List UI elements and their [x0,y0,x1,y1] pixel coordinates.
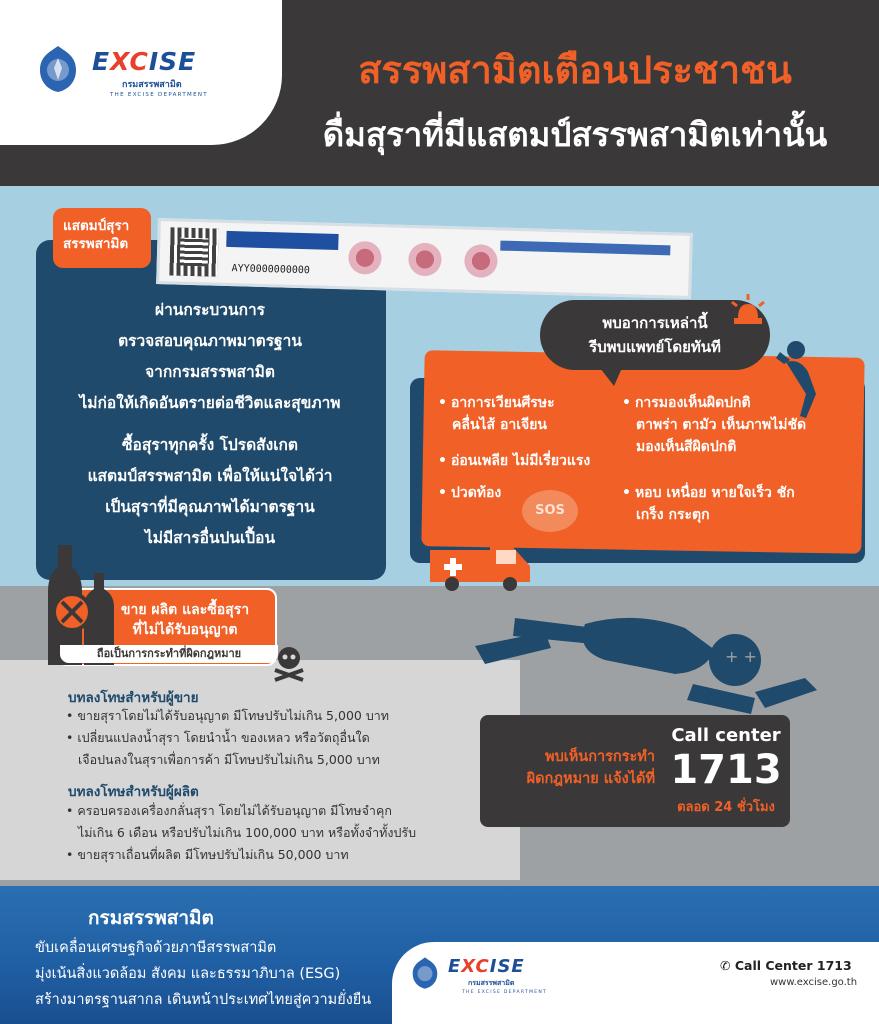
qr-code-icon [169,227,218,276]
stamp-advice: ซื้อสุราทุกครั้ง โปรดสังเกต แสตมป์สรรพสามิต เพื่อให้แน่ใจได้ว่า เป็นสุราที่มีคุณภาพได้มาตรฐาน ไม่มีสารอื่นปนเปื้อน [87,436,333,547]
stamp-description: ผ่านกระบวนการ ตรวจสอบคุณภาพมาตรฐาน จากกรมสรรพสามิต ไม่ก่อให้เกิดอันตรายต่อชีวิตและสุขภาพ [79,301,341,412]
excise-logo: EXCISE กรมสรรพสามิต THE EXCISE DEPARTMENT [448,956,548,995]
header-banner [0,0,879,186]
collapsed-person-icon [455,588,835,718]
stamp-code: AYY0000000000 [231,263,311,277]
sick-person-icon [772,338,832,422]
symptom-item: • ปวดท้อง [438,485,502,501]
call-center-number[interactable]: 1713 [670,747,782,793]
footer-call-center[interactable]: ✆ Call Center 1713 [720,958,852,973]
producer-penalty-list: • ครอบครองเครื่องกลั่นสุรา โดยไม่ได้รับอนุญาต มีโทษจำคุก ไม่เกิน 6 เดือน หรือปรับไม่เกิน 100,000 บาท หรือทั้งจำทั้งปรับ • ขายสุราเถื่อนที่ผลิต มีโทษปรับไม่เกิน 50,000 บาท [66,803,417,862]
phone-icon: ✆ [720,958,731,973]
producer-penalty-heading: บทลงโทษสำหรับผู้ผลิต [68,784,199,800]
stamp-flower-icon [343,236,386,279]
illegal-warning-note: ถือเป็นการกระทำที่ผิดกฎหมาย [60,645,278,663]
svg-text:+ +: + + [725,647,757,666]
report-text: พบเห็นการกระทำ ผิดกฎหมาย แจ้งได้ที่ [526,749,655,787]
siren-icon [728,292,768,326]
symptom-item: • หอบ เหนื่อย หายใจเร็ว ชัก เกร็ง กระตุก [622,485,795,523]
logo-card [0,0,282,145]
footer-website-link[interactable]: www.excise.go.th [770,977,858,988]
call-center-title: Call center [671,725,781,746]
seller-penalty-heading: บทลงโทษสำหรับผู้ขาย [68,690,199,706]
prohibited-icon [50,590,94,634]
ambulance-icon [426,540,536,592]
illegal-warning-text: ขาย ผลิต และซื้อสุรา ที่ไม่ได้รับอนุญาต [120,602,250,638]
symptom-item: • อ่อนเพลีย ไม่มีเรี่ยวแรง [438,453,591,469]
main-subtitle: ดื่มสุราที่มีแสตมป์สรรพสามิตเท่านั้น [322,115,828,154]
stamp-tag: แสตมป์สุรา สรรพสามิต [53,208,151,268]
brand-english: THE EXCISE DEPARTMENT [110,92,208,98]
footer-slogan-1: ขับเคลื่อนเศรษฐกิจด้วยภาษีสรรพสามิต [35,940,277,956]
excise-seal-icon [410,955,440,991]
stamp-flower-icon [403,238,446,281]
main-title: สรรพสามิตเตือนประชาชน [358,48,792,92]
stamp-flower-icon [459,239,502,282]
footer-slogan-2: มุ่งเน้นสิ่งแวดล้อม สังคม และธรรมาภิบาล (ESG) [35,966,341,982]
sos-badge: SOS [522,490,578,532]
symptom-item: • การมองเห็นผิดปกติ ตาพร่า ตามัว เห็นภาพไม่ชัด มองเห็นสีผิดปกติ [622,395,807,455]
seller-penalty-list: • ขายสุราโดยไม่ได้รับอนุญาต มีโทษปรับไม่เกิน 5,000 บาท • เปลี่ยนแปลงน้ำสุรา โดยนำน้ำ ของเหลว หรือวัตถุอื่นใด เจือปนลงในสุราเพื่อการค้า มีโทษปรับไม่เกิน 5,000 บาท [66,708,390,767]
excise-seal-icon [36,44,80,94]
brand-thai: กรมสรรพสามิต [122,80,182,90]
footer-slogan-3: สร้างมาตรฐานสากล เดินหน้าประเทศไทยสู่ความยั่งยืน [35,992,372,1008]
call-center-hours: ตลอด 24 ชั่วโมง [677,800,775,815]
excise-logo: EXCISE กรมสรรพสามิต THE EXCISE DEPARTMENT [92,47,222,98]
symptoms-bubble: พบอาการเหล่านี้ รีบพบแพทย์โดยทันที [540,300,770,370]
symptom-item: • อาการเวียนศีรษะ คลื่นไส้ อาเจียน [438,395,555,433]
footer-org: กรมสรรพสามิต [88,907,214,929]
